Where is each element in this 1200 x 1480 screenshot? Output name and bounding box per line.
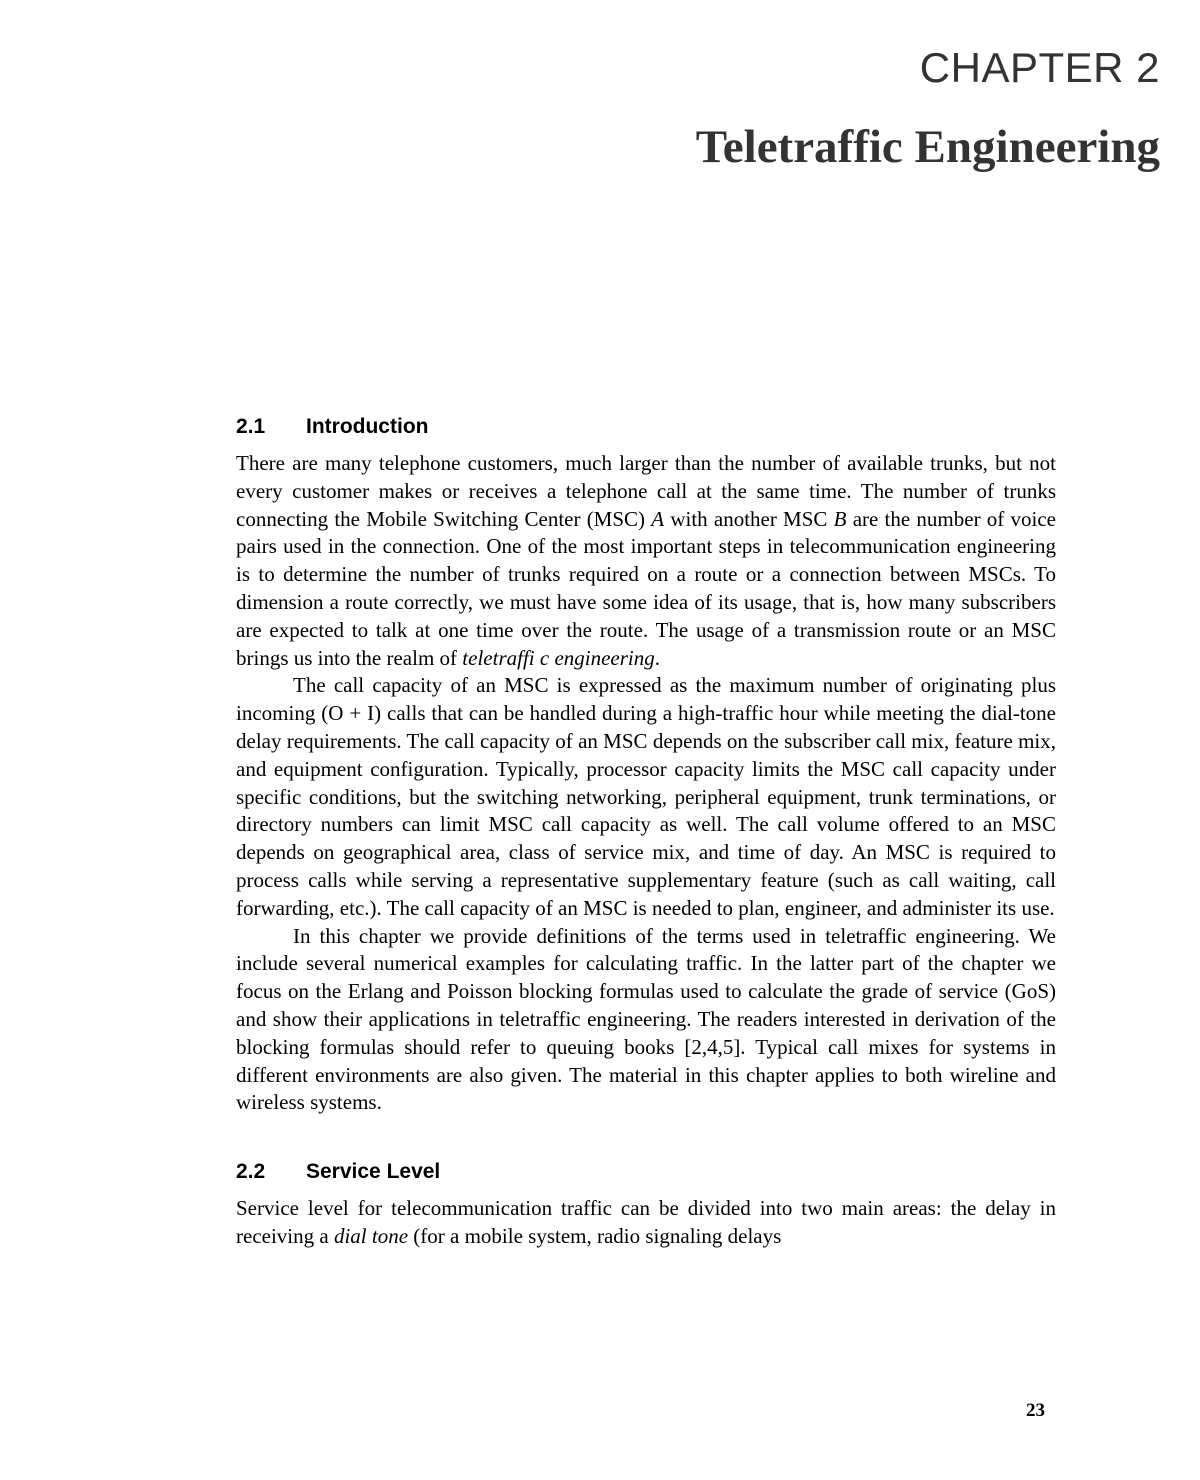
section-heading-introduction [236,412,1056,442]
section-heading-service-level [236,1157,1056,1187]
italic-term-teletraffic: teletraffi c engineering [462,645,655,670]
paragraph-intro-3: In this chapter we provide definitions of the terms used in teletraffic engineering. We include several numerical examples for calculating traffic. In the latter part of the chapter we focus on the Erlang and Poisson blocking formulas used to calculate the grade of service (GoS) and show their applications in teletraffic engineering. The readers interested in derivation of the blocking formulas should refer to queuing books [2,4,5]. Typical call mixes for systems in different environments are also given. The material in this chapter applies to both wireline and wireless systems. [236,923,1056,1115]
italic-term-b: B [833,506,847,531]
text-run: with another MSC [664,506,834,531]
text-run: (for a mobile system, radio signaling delays [408,1223,782,1248]
page-number: 23 [1026,1400,1045,1421]
section-number: 2.2 [236,1160,266,1184]
section-title: Introduction [306,415,429,438]
text-run: are the number of voice pairs used in the connection. One of the most important steps in telecommunication engineering is to determine the number of trunks required on a route or a connection between MSCs. To dimension a route correctly, we must have some idea of its usage, that is, how many subscribers are expected to talk at one time over the route. The usage of a transmission route or an MSC brings us into the realm of [236,506,1056,670]
section-number: 2.1 [236,415,266,438]
paragraph-service-level-1 [236,1195,1056,1251]
text-run: . [654,645,660,670]
paragraph-intro-2: The call capacity of an MSC is expressed as the maximum number of originating plus incoming (O + I) calls that can be handled during a high-traffic hour while meeting the dial-tone delay requirements. The call capacity of an MSC depends on the subscriber call mix, feature mix, and equipment configuration. Typically, processor capacity limits the MSC call capacity under specific conditions, but the switching networking, peripheral equipment, trunk terminations, or directory numbers can limit MSC call capacity as well. The call volume offered to an MSC depends on geographical area, class of service mix, and time of day. An MSC is required to process calls while serving a representative supplementary feature (such as call waiting, call forwarding, etc.). The call capacity of an MSC is needed to plan, engineer, and administer its use. [236,673,1056,920]
page-body [236,412,1056,1251]
text-run: There are many telephone customers, much larger than the number of available trunks, but not every customer makes or receives a telephone call at the same time. The number of trunks connecting the Mobile Switching Center (MSC) [236,451,1056,531]
chapter-label: CHAPTER 2 [919,44,1160,91]
paragraph-intro-1 [236,450,1056,672]
italic-term-a: A [651,506,665,531]
italic-term-dial-tone: dial tone [333,1223,409,1248]
chapter-title: Teletraffic Engineering [695,121,1160,173]
text-run: Service level for telecommunication traffic can be divided into two main areas: the delay in receiving a [236,1196,1056,1248]
section-title: Service Level [306,1160,441,1184]
